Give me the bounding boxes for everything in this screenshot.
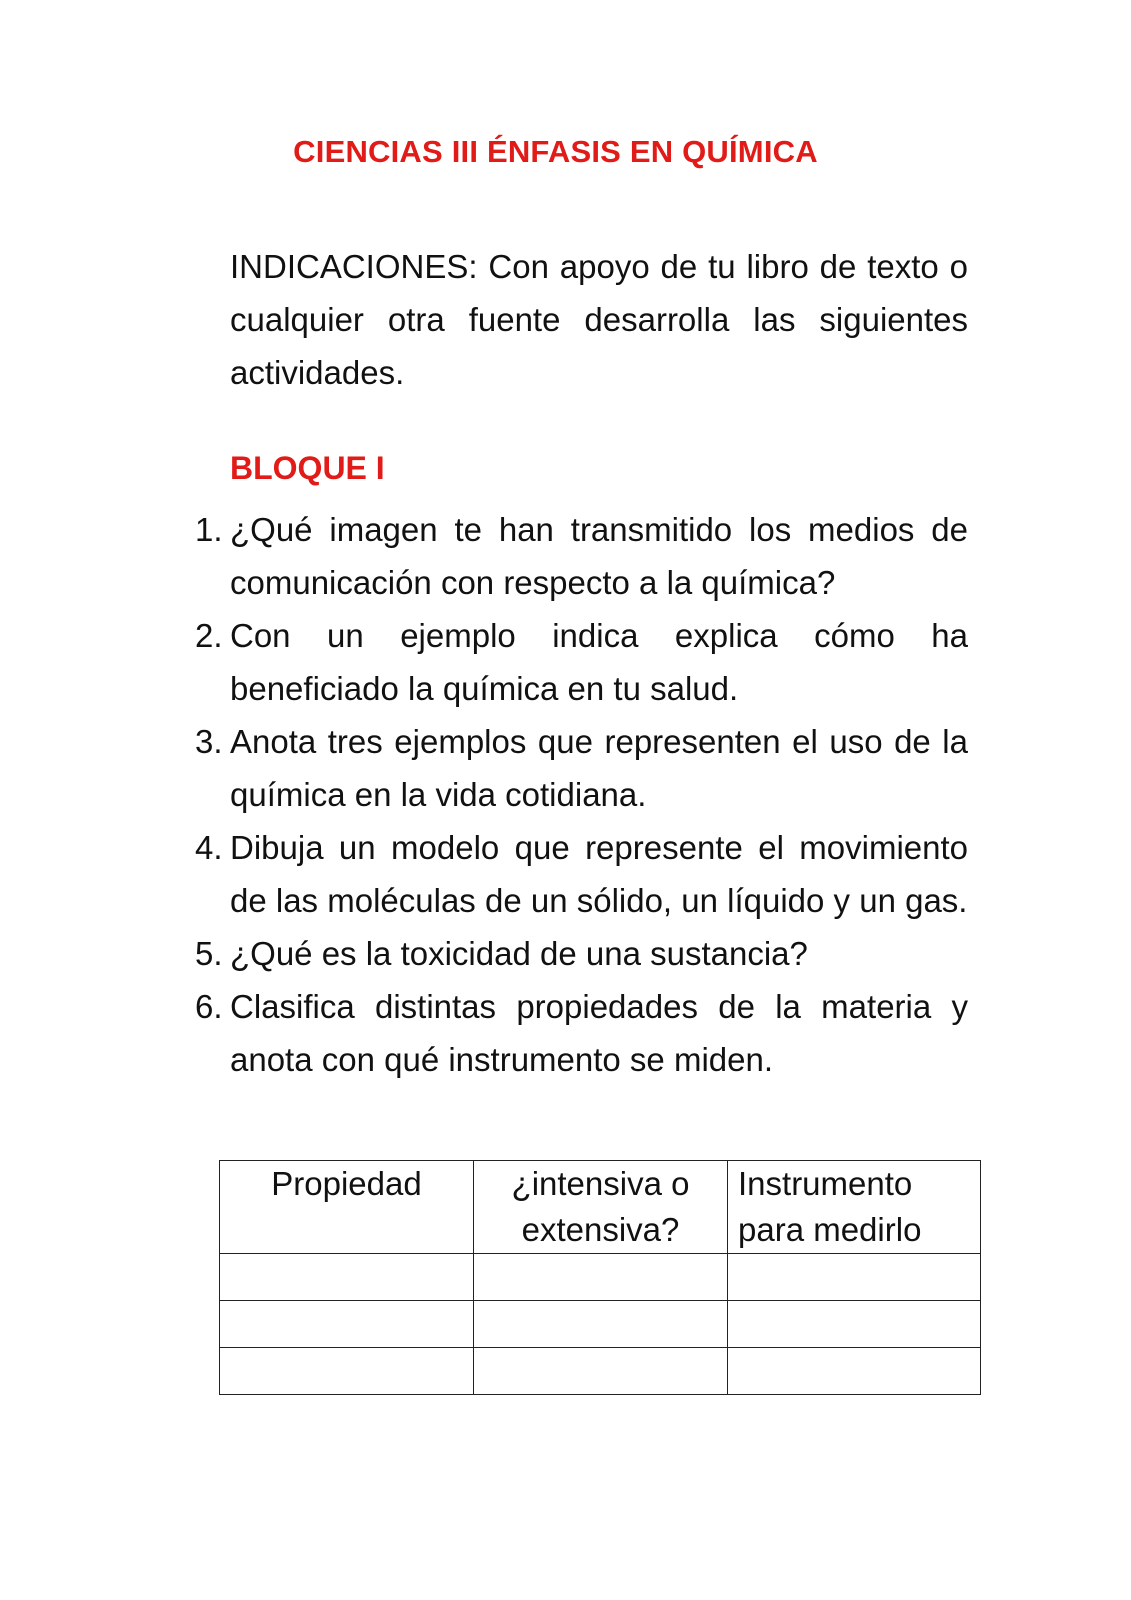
header-intensive-extensive: ¿intensiva o extensiva? [474,1161,728,1254]
table-cell[interactable] [728,1301,981,1348]
table-cell[interactable] [474,1301,728,1348]
instructions-paragraph: INDICACIONES: Con apoyo de tu libro de texto o cualquier otra fuente desarrolla las siguientes actividades. [230,248,968,391]
table-cell[interactable] [474,1348,728,1395]
activity-text: Anota tres ejemplos que representen el uso de la química en la vida cotidiana. [230,723,968,813]
activity-item [195,609,968,715]
header-property: Propiedad [220,1161,474,1254]
table-cell[interactable] [220,1348,474,1395]
activity-number: 1. [195,511,223,548]
activity-text: Dibuja un modelo que represente el movimiento de las moléculas de un sólido, un líquido y un gas. [230,829,968,919]
header-instrument: Instrumento para medirlo [728,1161,981,1254]
activity-number: 2. [195,617,223,654]
table-cell[interactable] [220,1254,474,1301]
document-title [0,134,1131,170]
activity-number: 3. [195,723,223,760]
table-header-row [220,1161,981,1254]
activity-item [195,927,968,980]
activity-text: ¿Qué imagen te han transmitido los medios de comunicación con respecto a la química? [230,511,968,601]
activity-number: 4. [195,829,223,866]
activity-item [195,715,968,821]
activity-number: 5. [195,935,223,972]
properties-table [219,1160,981,1395]
table-cell[interactable] [474,1254,728,1301]
activity-text: ¿Qué es la toxicidad de una sustancia? [230,935,808,972]
table-row [220,1254,981,1301]
table-row [220,1348,981,1395]
activity-text: Con un ejemplo indica explica cómo ha beneficiado la química en tu salud. [230,617,968,707]
activity-number: 6. [195,988,223,1025]
table-row [220,1301,981,1348]
activity-item [195,821,968,927]
activities-list [195,503,968,1086]
activity-item [195,980,968,1086]
activity-item [195,503,968,609]
table-cell[interactable] [728,1348,981,1395]
table-cell[interactable] [220,1301,474,1348]
document-title-text: CIENCIAS III ÉNFASIS EN QUÍMICA [293,134,818,169]
table-cell[interactable] [728,1254,981,1301]
block-title: BLOQUE I [230,450,385,486]
activity-text: Clasifica distintas propiedades de la materia y anota con qué instrumento se miden. [230,988,968,1078]
